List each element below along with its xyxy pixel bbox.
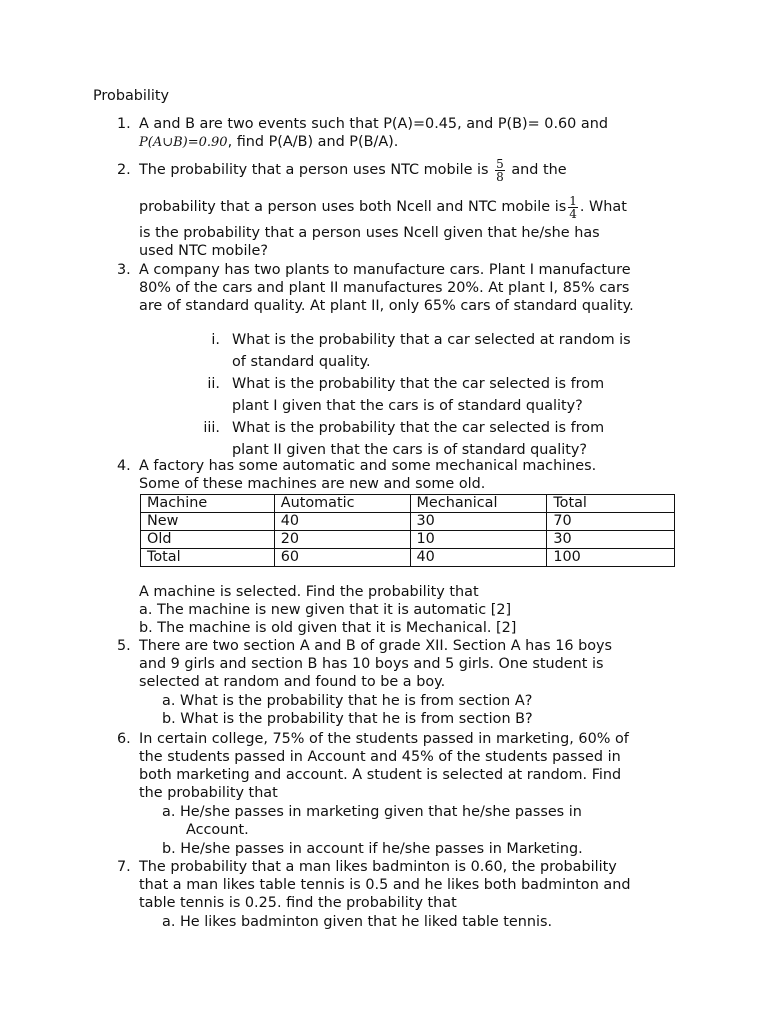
table-header: Machine — [141, 495, 275, 513]
sub-question-b: b. What is the probability that he is from section B? — [162, 711, 533, 727]
question-text: The probability that a man likes badminton is 0.60, the probability — [139, 859, 617, 875]
question-text: and 9 girls and section B has 10 boys and 5 girls. One student is — [139, 656, 604, 672]
table-cell: 40 — [274, 513, 410, 531]
table-cell: 10 — [410, 531, 547, 549]
sub-question-a: a. He likes badminton given that he liked table tennis. — [162, 914, 553, 930]
question-text: A machine is selected. Find the probability that — [139, 584, 479, 600]
table-cell: 20 — [274, 531, 410, 549]
question-text: The probability that a person uses NTC mobile is $\frac{5}{8}$ and the — [139, 156, 567, 184]
table-header-row — [141, 495, 675, 513]
table-cell: 30 — [547, 531, 675, 549]
question-number: 5. — [117, 638, 131, 654]
sub-question-b: b. He/she passes in account if he/she passes in Marketing. — [162, 841, 583, 857]
table-row — [141, 549, 675, 567]
question-number: 2. — [117, 162, 131, 178]
sub-question-a-continued: Account. — [186, 822, 249, 838]
question-text: is the probability that a person uses Ncell given that he/she has — [139, 225, 600, 241]
question-text: selected at random and found to be a boy. — [139, 674, 446, 690]
sub-question-a: a. What is the probability that he is from section A? — [162, 693, 533, 709]
table-cell: New — [141, 513, 275, 531]
question-text: probability that a person uses both Ncell and NTC mobile is $\frac{1}{4}$ . What — [139, 193, 627, 221]
sub-question-b: b. The machine is old given that it is Mechanical. [2] — [139, 620, 517, 636]
document-page: Probability 1. A and B are two events such that P(A)=0.45, and P(B)= 0.60 and P(A∪B)=0.90, find P(A/B) and P(B/A). 2. The probability that a person uses NTC mobile is $\frac{5}{8}$ and the probability that a person uses both Ncell and NTC mobile is $\frac{1}{4}$ . What is the probability that a person uses Ncell given that he/she has used NTC mobile? 3. A company has two plants to manufacture cars. Plant I manufacture 80% of the cars and plant II manufactures 20%. At plant I, 85% cars are of standard quality. At plant II, only 65% cars of standard quality. i. What is the probability that a car selected at random is of standard quality. ii. What is the probability that the car selected is from plant I given that the cars is of standard quality? iii. What is the probability that the car selected is from plant II given that the cars is of standard quality? 4. A factory has some automatic and some mechanical machines. Some of these machines are new and some old. Machine Automatic Mechanical Total New 40 30 70 Old 20 10 30 Total 60 40 100 A machine is selected. Find the probability that a. The machine is new given that it is automatic [2] b. The machine is old given that it is Mechanical. [2] 5. There are two section A and B of grade XII. Section A has 16 boys and 9 girls and section B has 10 boys and 5 girls. One student is selected at random and found to be a boy. a. What is the probability that he is from section A? b. What is the probability that he is from section B? 6. In certain college, 75% of the students passed in marketing, 60% of the students passed in Account and 45% of the students passed in both marketing and account. A student is selected at random. Find the probability that a. He/she passes in marketing given that he/she passes in Account. b. He/she passes in account if he/she passes in Marketing. 7. The probability that a man likes badminton is 0.60, the probability that a man likes table tennis is 0.5 and he likes both badminton and table tennis is 0.25. find the probability that a. He likes badminton given that he liked table tennis. — [0, 0, 768, 1024]
question-text: that a man likes table tennis is 0.5 and he likes both badminton and — [139, 877, 631, 893]
table-header: Mechanical — [410, 495, 547, 513]
question-text: A company has two plants to manufacture cars. Plant I manufacture — [139, 262, 631, 278]
table-cell: 70 — [547, 513, 675, 531]
sub-question-a: a. The machine is new given that it is automatic [2] — [139, 602, 512, 618]
question-text: table tennis is 0.25. find the probability that — [139, 895, 457, 911]
question-text: A and B are two events such that P(A)=0.45, and P(B)= 0.60 and — [139, 116, 608, 132]
table-cell: Total — [141, 549, 275, 567]
question-number: 1. — [117, 116, 131, 132]
fraction: $\frac{5}{8}$ — [496, 156, 504, 184]
question-number: 7. — [117, 859, 131, 875]
table-cell: Old — [141, 531, 275, 549]
question-text: In certain college, 75% of the students passed in marketing, 60% of — [139, 731, 629, 747]
table-cell: 40 — [410, 549, 547, 567]
table-row — [141, 513, 675, 531]
question-text: are of standard quality. At plant II, only 65% cars of standard quality. — [139, 298, 634, 314]
table-cell: 100 — [547, 549, 675, 567]
math-expression: P(A∪B)=0.90 — [139, 135, 228, 150]
machine-table — [140, 494, 675, 567]
question-text: Some of these machines are new and some old. — [139, 476, 486, 492]
question-text: the students passed in Account and 45% of the students passed in — [139, 749, 621, 765]
question-text: both marketing and account. A student is selected at random. Find — [139, 767, 622, 783]
question-text: used NTC mobile? — [139, 243, 268, 259]
question-number: 6. — [117, 731, 131, 747]
question-text: P(A∪B)=0.90, find P(A/B) and P(B/A). — [139, 134, 399, 150]
question-text: A factory has some automatic and some mechanical machines. — [139, 458, 597, 474]
table-header: Total — [547, 495, 675, 513]
question-text: There are two section A and B of grade XII. Section A has 16 boys — [139, 638, 613, 654]
question-text: 80% of the cars and plant II manufactures 20%. At plant I, 85% cars — [139, 280, 630, 296]
question-number: 4. — [117, 458, 131, 474]
table-row — [141, 531, 675, 549]
table-cell: 30 — [410, 513, 547, 531]
fraction: $\frac{1}{4}$ — [569, 193, 577, 221]
page-title: Probability — [93, 88, 170, 104]
question-number: 3. — [117, 262, 131, 278]
sub-question-a: a. He/she passes in marketing given that he/she passes in — [162, 804, 582, 820]
table-header: Automatic — [274, 495, 410, 513]
question-text: the probability that — [139, 785, 278, 801]
table-cell: 60 — [274, 549, 410, 567]
